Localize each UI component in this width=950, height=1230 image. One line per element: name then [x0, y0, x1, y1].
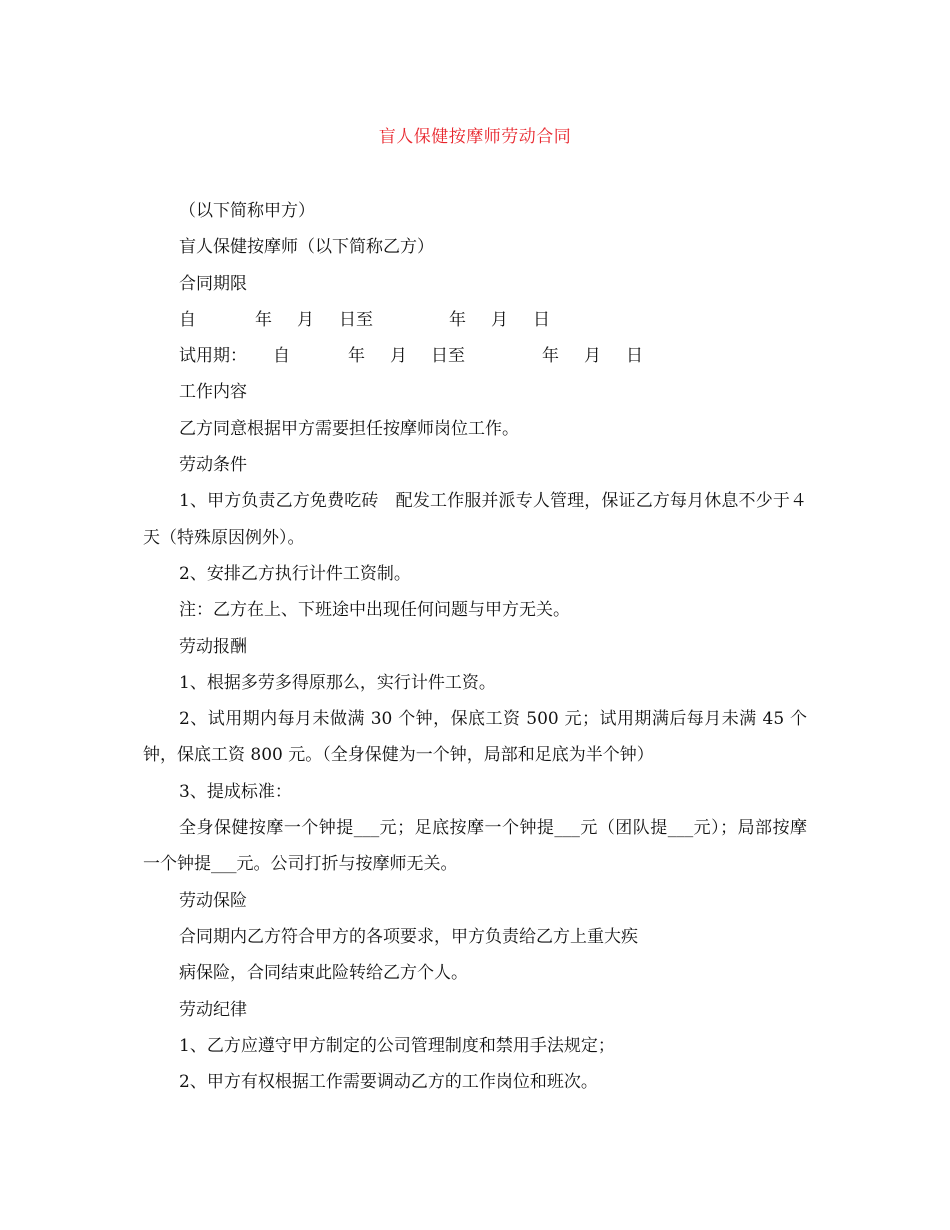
pay-item-2: 2、试用期内每月未做满 30 个钟，保底工资 500 元；试用期满后每月未满 45 个钟，保底工资 800 元。（全身保健为一个钟，局部和足底为半个钟） — [143, 709, 807, 766]
document-body — [143, 193, 807, 1100]
term-month-2: 月 — [491, 309, 508, 330]
pay-item-1: 1、根据多劳多得原那么，实行计件工资。 — [179, 672, 496, 693]
insurance-line-2: 病保险，合同结束此险转给乙方个人。 — [179, 963, 468, 984]
work-text: 乙方同意根据甲方需要担任按摩师岗位工作。 — [179, 418, 519, 439]
trial-from: 自 — [273, 346, 290, 367]
discipline-item-1: 1、乙方应遵守甲方制定的公司管理制度和禁用手法规定； — [179, 1035, 615, 1056]
document-title: 盲人保健按摩师劳动合同 — [378, 127, 572, 147]
trial-date-line — [143, 338, 807, 374]
trial-year-2: 年 — [542, 346, 559, 367]
term-month-1: 月 — [297, 309, 314, 330]
term-year-1: 年 — [255, 309, 272, 330]
term-day-to: 日至 — [339, 309, 373, 330]
trial-label: 试用期： — [179, 346, 247, 367]
pay-item-3-detail: 全身保健按摩一个钟提___元；足底按摩一个钟提___元（团队提___元）；局部按摩一个钟提___元。公司打折与按摩师无关。 — [143, 818, 807, 875]
insurance-heading: 劳动保险 — [179, 890, 247, 911]
discipline-heading: 劳动纪律 — [179, 999, 247, 1020]
work-heading: 工作内容 — [179, 382, 247, 403]
trial-year-1: 年 — [348, 346, 365, 367]
trial-month-2: 月 — [584, 346, 601, 367]
party-b-line: 盲人保健按摩师（以下简称乙方） — [179, 237, 434, 258]
conditions-heading: 劳动条件 — [179, 455, 247, 476]
term-from: 自 — [179, 309, 196, 330]
trial-month-1: 月 — [390, 346, 407, 367]
pay-heading: 劳动报酬 — [179, 636, 247, 657]
pay-item-3: 3、提成标准： — [179, 781, 292, 802]
conditions-item-1: 1、甲方负责乙方免费吃砖 配发工作服并派专人管理，保证乙方每月休息不少于４天（特殊原因例外）。 — [143, 491, 807, 548]
trial-day-to: 日至 — [431, 346, 465, 367]
term-date-line — [143, 302, 807, 338]
discipline-item-2: 2、甲方有权根据工作需要调动乙方的工作岗位和班次。 — [179, 1072, 598, 1093]
trial-day-2: 日 — [626, 346, 643, 367]
party-a-line: （以下简称甲方） — [179, 201, 315, 221]
conditions-item-2: 2、安排乙方执行计件工资制。 — [179, 563, 411, 584]
term-year-2: 年 — [449, 309, 466, 330]
insurance-line-1: 合同期内乙方符合甲方的各项要求，甲方负责给乙方上重大疾 — [179, 926, 638, 947]
term-day-2: 日 — [533, 309, 550, 330]
term-heading: 合同期限 — [179, 273, 247, 294]
conditions-note: 注：乙方在上、下班途中出现任何问题与甲方无关。 — [179, 600, 570, 621]
